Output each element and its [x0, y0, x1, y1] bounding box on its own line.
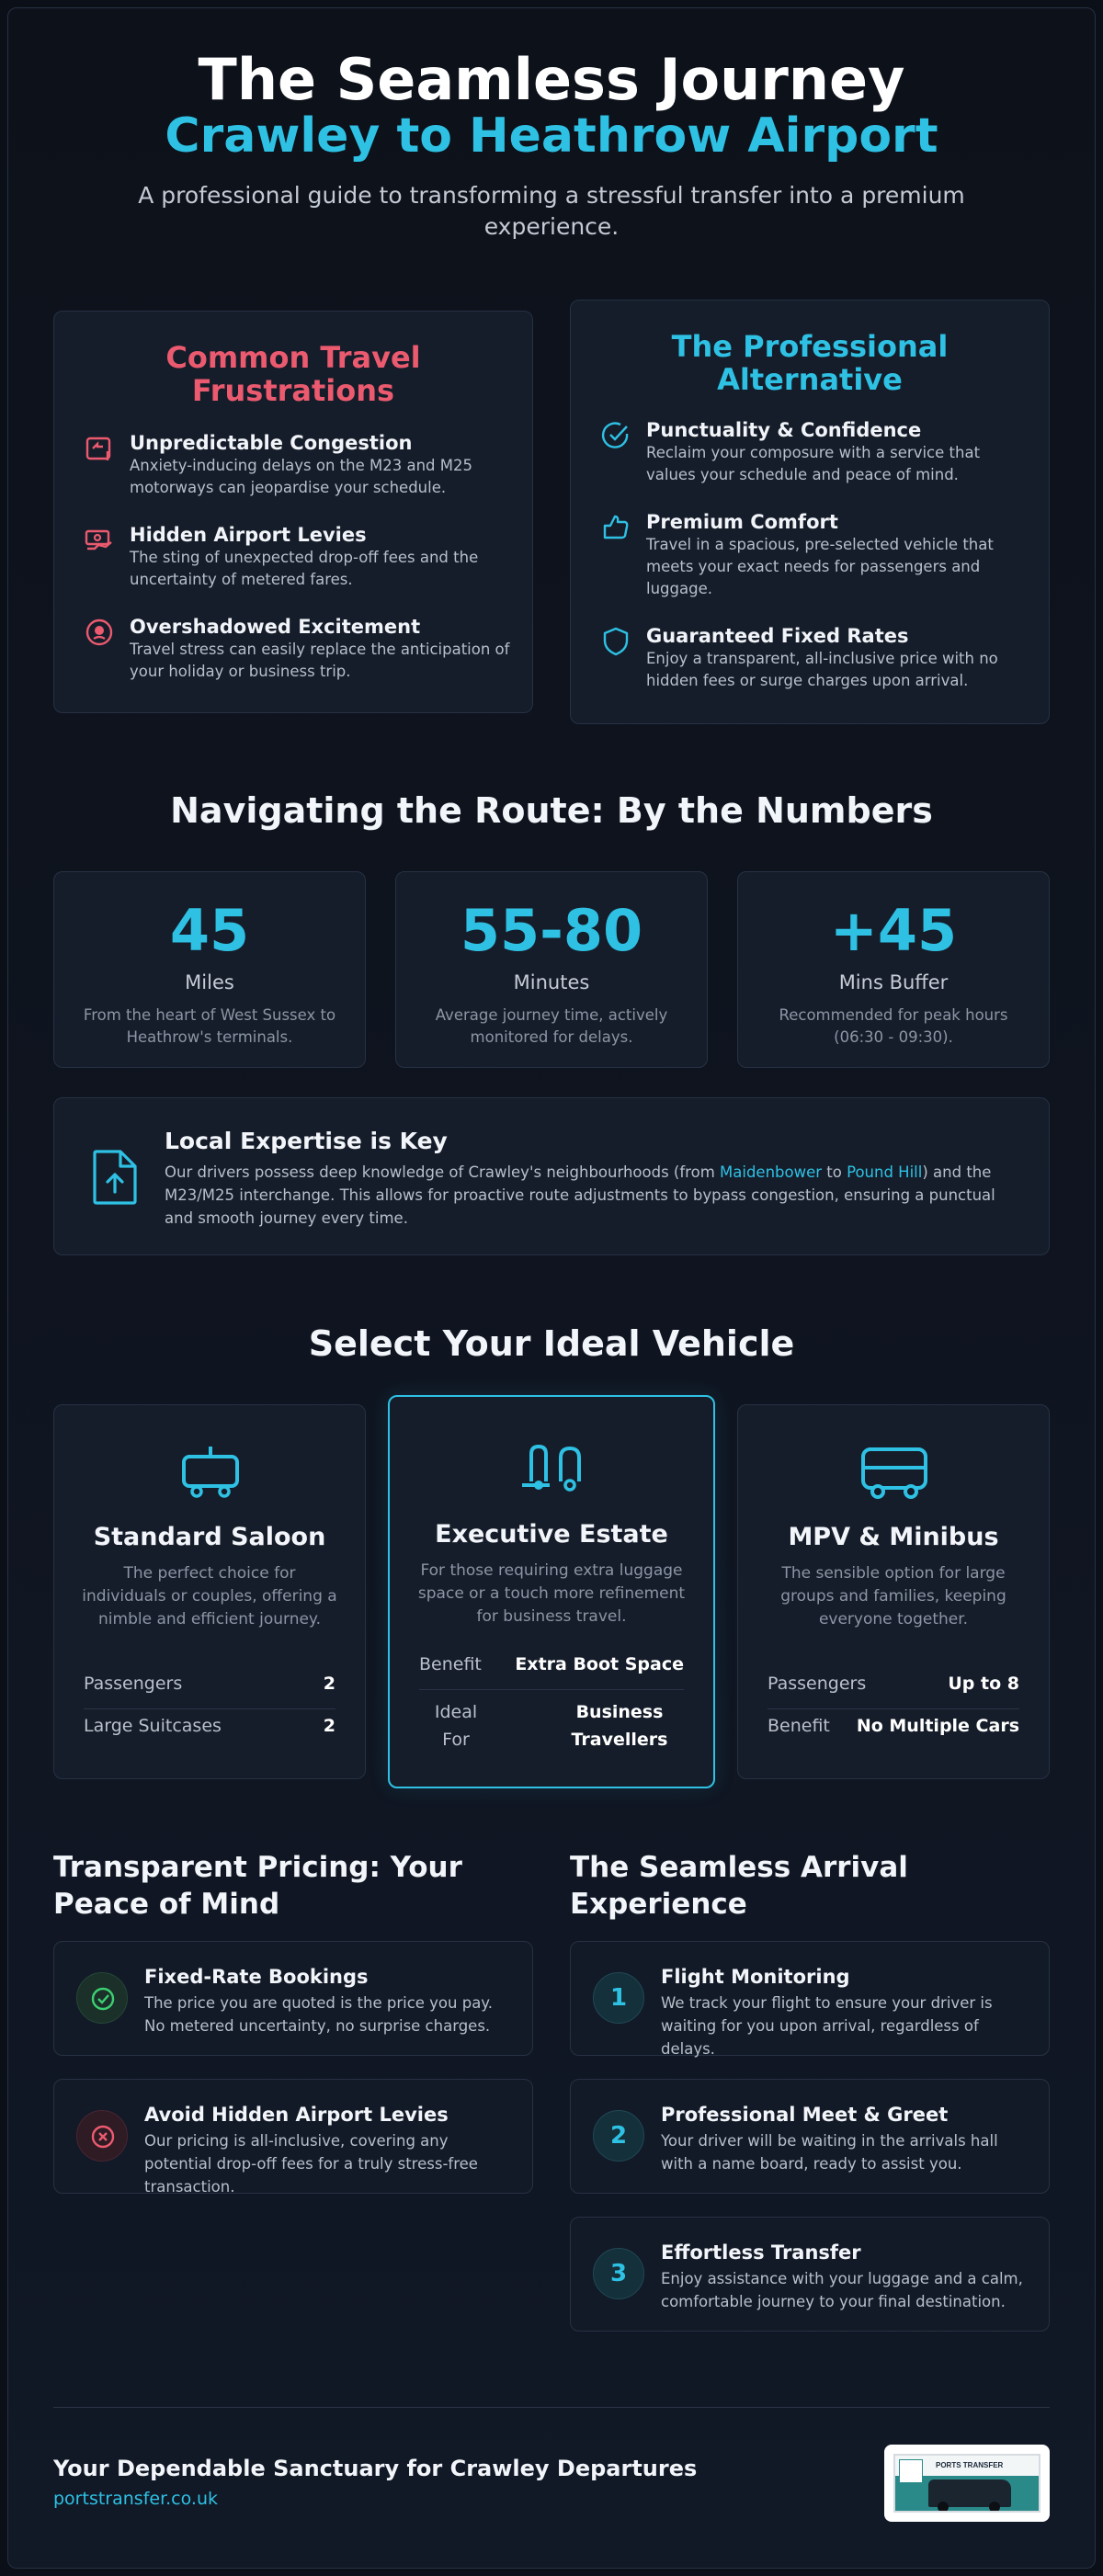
spec-label: Benefit [768, 1716, 830, 1736]
pricing-item-desc: The price you are quoted is the price you pay. No metered uncertainty, no surprise charges. [144, 1994, 493, 2035]
alternative-item-title: Premium Comfort [646, 511, 838, 533]
header [53, 0, 1050, 267]
vehicle-name: Standard Saloon [93, 1523, 326, 1551]
sad-face-icon [84, 617, 115, 648]
frustration-desc: Travel stress can easily replace the anticipation of your holiday or business trip. [130, 641, 510, 680]
stat-card [53, 871, 366, 1068]
expertise-card [53, 1097, 1050, 1255]
spec-label: Passengers [768, 1674, 867, 1694]
footer-tagline: Your Dependable Sanctuary for Crawley Departures [53, 2456, 698, 2481]
alternative-item [600, 418, 1030, 486]
vehicle-spec-row [84, 1716, 335, 1736]
arrival-step [570, 2079, 1050, 2194]
spec-value: Extra Boot Space [515, 1654, 684, 1674]
stat-card [737, 871, 1050, 1068]
vehicle-spec-row [419, 1698, 684, 1753]
alternative-item-title: Guaranteed Fixed Rates [646, 625, 909, 647]
alternative-item-title: Punctuality & Confidence [646, 419, 922, 441]
pound-hill-link[interactable]: Pound Hill [847, 1163, 923, 1181]
vehicle-spec-row [419, 1654, 684, 1674]
pricing-item-title: Avoid Hidden Airport Levies [144, 2104, 449, 2126]
stats-row [53, 871, 1050, 1068]
stat-caption: Recommended for peak hours (06:30 - 09:30). [779, 1006, 1008, 1046]
cross-icon [76, 2110, 128, 2162]
vehicle-spec-row [768, 1674, 1019, 1694]
frustration-item [84, 615, 514, 683]
arrival-step-desc: Your driver will be waiting in the arrivals hall with a name board, ready to assist you. [661, 2132, 998, 2173]
arrival-title: The Seamless Arrival Experience [570, 1851, 908, 1921]
logo-image [893, 2454, 1040, 2513]
pricing-item-title: Fixed-Rate Bookings [144, 1966, 369, 1988]
arrival-step-title: Effortless Transfer [661, 2241, 861, 2264]
stat-unit: Mins Buffer [838, 971, 949, 993]
vehicle-desc: The perfect choice for individuals or couples, offering a nimble and efficient journey. [82, 1564, 337, 1628]
alternative-item [600, 624, 1030, 692]
stat-value: 55-80 [460, 897, 643, 964]
alternative-item-desc: Reclaim your composure with a service that values your schedule and peace of mind. [646, 444, 981, 483]
divider [84, 1708, 335, 1709]
minibus-icon [859, 1446, 929, 1501]
divider [768, 1708, 1019, 1709]
vehicle-card-saloon[interactable] [53, 1404, 366, 1779]
spec-value: Up to 8 [948, 1674, 1019, 1694]
vehicle-name: MPV & Minibus [788, 1523, 999, 1551]
pricing-item [53, 1941, 533, 2056]
vehicle-desc: For those requiring extra luggage space or a touch more refinement for business travel. [417, 1561, 686, 1626]
frustrations-title: Common Travel Frustrations [165, 340, 421, 408]
shield-icon [600, 626, 631, 657]
company-logo[interactable] [884, 2445, 1050, 2522]
alternative-item-desc: Travel in a spacious, pre-selected vehicle that meets your exact needs for passengers and luggage. [646, 536, 994, 597]
saloon-car-icon [178, 1444, 243, 1499]
spec-label: Passengers [84, 1674, 183, 1694]
maidenbower-link[interactable]: Maidenbower [720, 1163, 823, 1181]
stat-unit: Minutes [513, 971, 590, 993]
step-number: 1 [593, 1972, 644, 2024]
vehicle-card-estate[interactable] [388, 1395, 715, 1788]
pricing-title: Transparent Pricing: Your Peace of Mind [53, 1851, 462, 1921]
page-title: The Seamless Journey [198, 46, 905, 113]
spec-value: No Multiple Cars [856, 1716, 1019, 1736]
expertise-text-end: ) and the M23/M25 interchange. This allows for proactive route adjustments to bypass congestion, ensuring a punctual and smooth journey every time. [165, 1163, 995, 1227]
alternative-item-desc: Enjoy a transparent, all-inclusive price with no hidden fees or surge charges upon arrival. [646, 650, 998, 689]
spec-value: Business Travellers [571, 1702, 668, 1750]
arrival-step-title: Professional Meet & Greet [661, 2104, 949, 2126]
frustration-item [84, 431, 514, 499]
stat-unit: Miles [185, 971, 234, 993]
step-number: 3 [593, 2248, 644, 2299]
vehicle-spec-row [768, 1716, 1019, 1736]
vehicles-title: Select Your Ideal Vehicle [308, 1323, 795, 1364]
frustration-desc: Anxiety-inducing delays on the M23 and M25 motorways can jeopardise your schedule. [130, 457, 472, 496]
frustrations-card [53, 311, 533, 713]
vehicle-name: Executive Estate [435, 1520, 668, 1549]
footer-divider [53, 2407, 1050, 2408]
stat-caption: From the heart of West Sussex to Heathrow's terminals. [83, 1006, 336, 1046]
frustration-title: Overshadowed Excitement [130, 616, 421, 638]
alternative-title: The Professional Alternative [671, 329, 949, 397]
money-icon [84, 525, 115, 556]
spec-value: 2 [323, 1716, 335, 1736]
spec-label: Ideal For [434, 1702, 478, 1750]
vehicle-card-mpv[interactable] [737, 1404, 1050, 1779]
spec-label: Large Suitcases [84, 1716, 222, 1736]
arrival-step-desc: We track your flight to ensure your driver is waiting for you upon arrival, regardless of delays. [661, 1994, 993, 2058]
pricing-item [53, 2079, 533, 2194]
divider [419, 1689, 684, 1690]
arrival-step-desc: Enjoy assistance with your luggage and a calm, comfortable journey to your final destination. [661, 2270, 1023, 2310]
frustration-title: Unpredictable Congestion [130, 432, 413, 454]
alternative-item [600, 510, 1030, 600]
stat-value: 45 [169, 897, 250, 964]
pricing-item-desc: Our pricing is all-inclusive, covering any potential drop-off fees for a truly stress-free transaction. [144, 2132, 478, 2196]
arrival-step [570, 1941, 1050, 2056]
expertise-text-start: Our drivers possess deep knowledge of Crawley's neighbourhoods (from [165, 1163, 721, 1181]
frustration-title: Hidden Airport Levies [130, 524, 367, 546]
step-number: 2 [593, 2110, 644, 2162]
spec-value: 2 [323, 1674, 335, 1694]
alternative-card [570, 300, 1050, 724]
vehicles-section [53, 1323, 1050, 1379]
frustration-desc: The sting of unexpected drop-off fees and the uncertainty of metered fares. [130, 549, 479, 588]
spec-label: Benefit [419, 1654, 482, 1674]
check-circle-icon [600, 420, 631, 451]
stat-value: +45 [829, 897, 958, 964]
page-subtitle: Crawley to Heathrow Airport [165, 108, 938, 164]
file-upload-icon [89, 1148, 141, 1207]
page-description: A professional guide to transforming a stressful transfer into a premium experience. [138, 182, 965, 240]
thumbs-up-icon [600, 512, 631, 543]
numbers-section [53, 790, 1050, 845]
numbers-title: Navigating the Route: By the Numbers [170, 790, 933, 831]
estate-car-icon [518, 1441, 588, 1496]
vehicle-spec-row [84, 1674, 335, 1694]
footer-link[interactable]: portstransfer.co.uk [53, 2489, 218, 2509]
arrival-step [570, 2217, 1050, 2332]
arrival-step-title: Flight Monitoring [661, 1966, 850, 1988]
traffic-sign-icon [84, 433, 115, 464]
stat-card [395, 871, 708, 1068]
logo-wordmark: PORTS TRANSFER [936, 2461, 1004, 2469]
expertise-text [165, 1161, 1012, 1230]
expertise-title: Local Expertise is Key [165, 1128, 448, 1154]
vehicle-desc: The sensible option for large groups and families, keeping everyone together. [780, 1564, 1006, 1628]
frustration-item [84, 523, 514, 591]
stat-caption: Average journey time, actively monitored for delays. [435, 1006, 668, 1046]
check-icon [76, 1972, 128, 2024]
expertise-text-mid: to [822, 1163, 847, 1181]
